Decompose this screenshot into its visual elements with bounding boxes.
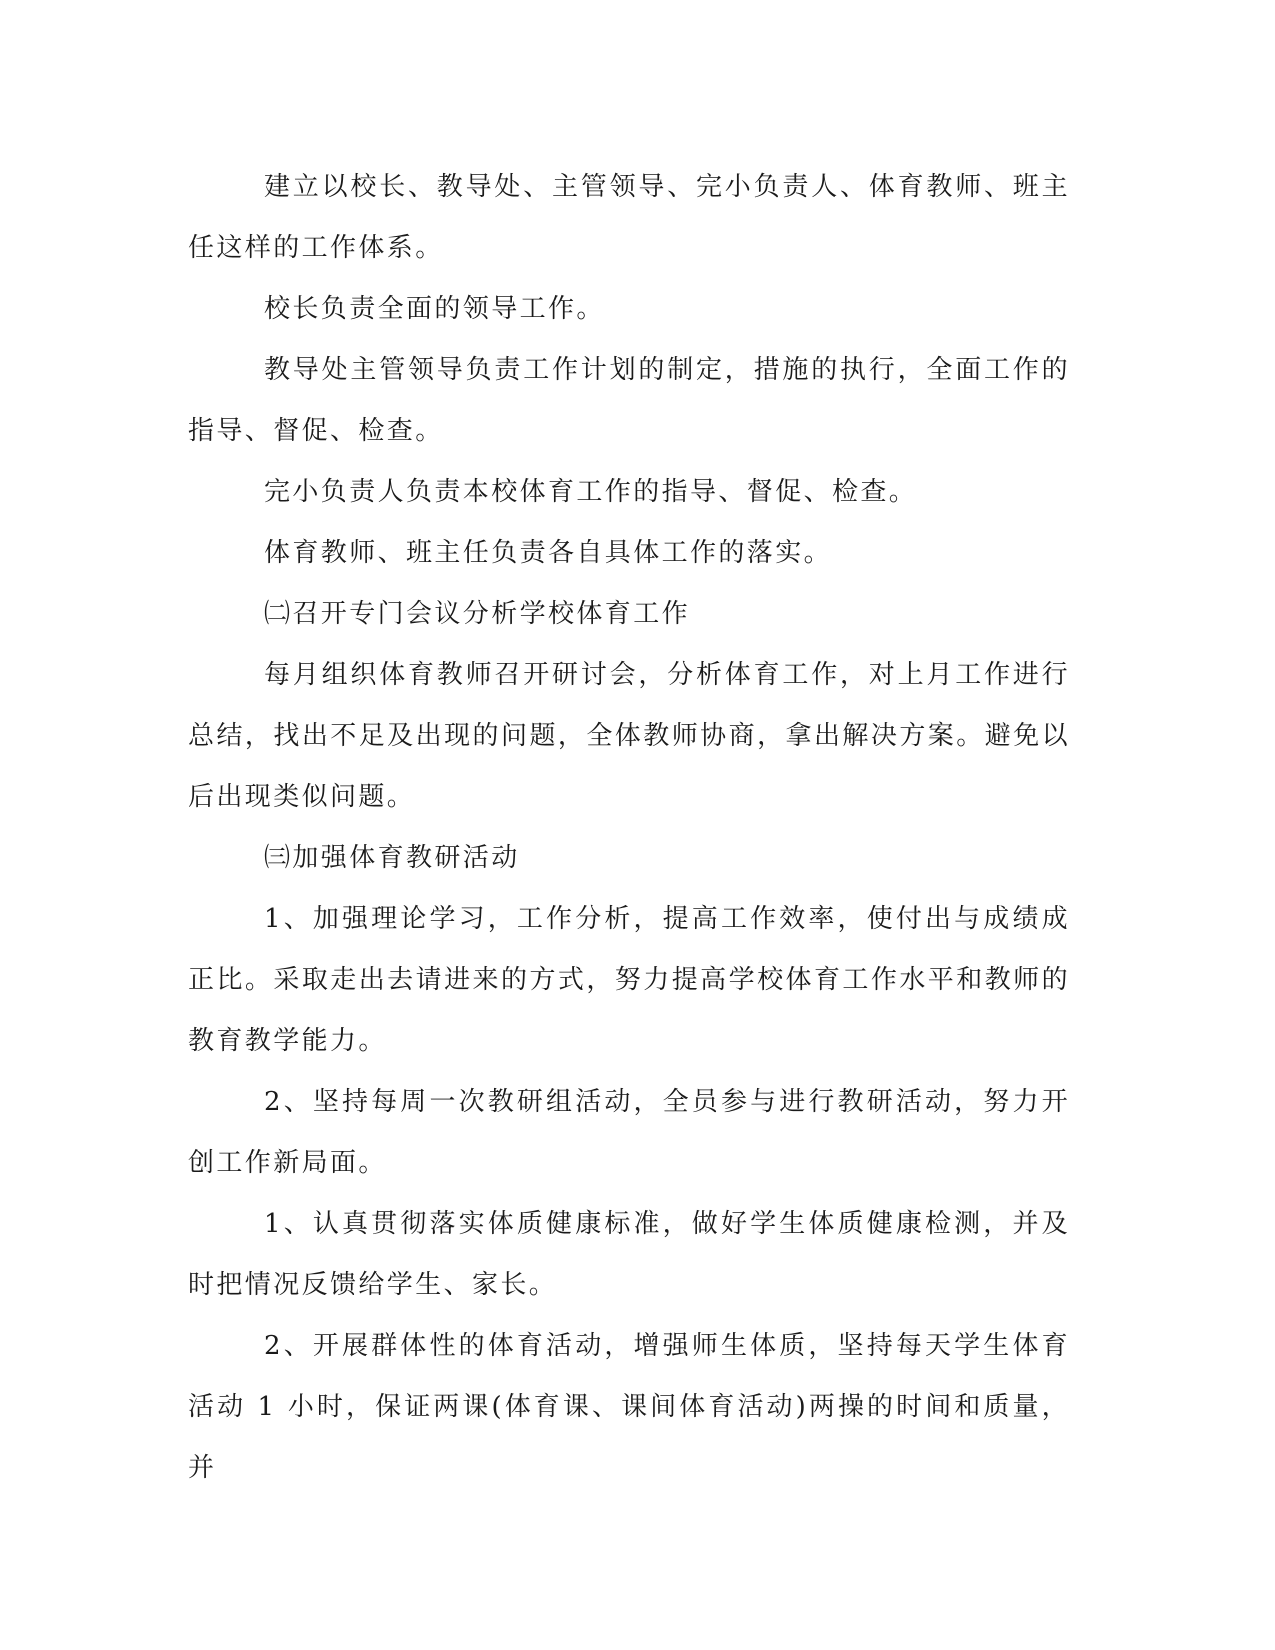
paragraph-academic-office-duty: 教导处主管领导负责工作计划的制定，措施的执行，全面工作的指导、督促、检查。 — [188, 355, 1070, 446]
paragraph-theory-study: 1、加强理论学习，工作分析，提高工作效率，使付出与成绩成正比。采取走出去请进来的方式，努力提高学校体育工作水平和教师的教育教学能力。 — [188, 904, 1070, 1056]
section-heading-research: ㈢加强体育教研活动 — [264, 843, 520, 873]
paragraph-health-standard: 1、认真贯彻落实体质健康标准，做好学生体质健康检测，并及时把情况反馈给学生、家长。 — [188, 1209, 1070, 1300]
paragraph-group-activities: 2、开展群体性的体育活动，增强师生体质，坚持每天学生体育活动 1 小时，保证两课(体育课、课间体育活动)两操的时间和质量，并 — [188, 1331, 1070, 1483]
paragraph-monthly-seminar: 每月组织体育教师召开研讨会，分析体育工作，对上月工作进行总结，找出不足及出现的问题，全体教师协商，拿出解决方案。避免以后出现类似问题。 — [188, 660, 1070, 812]
document-body — [188, 157, 1070, 1499]
paragraph-work-system: 建立以校长、教导处、主管领导、完小负责人、体育教师、班主任这样的工作体系。 — [188, 172, 1070, 263]
paragraph-principal-duty: 校长负责全面的领导工作。 — [264, 294, 605, 324]
paragraph-school-head-duty: 完小负责人负责本校体育工作的指导、督促、检查。 — [264, 477, 918, 507]
paragraph-teacher-duty: 体育教师、班主任负责各自具体工作的落实。 — [264, 538, 833, 568]
section-heading-meetings: ㈡召开专门会议分析学校体育工作 — [264, 599, 691, 629]
paragraph-weekly-research: 2、坚持每周一次教研组活动，全员参与进行教研活动，努力开创工作新局面。 — [188, 1087, 1070, 1178]
